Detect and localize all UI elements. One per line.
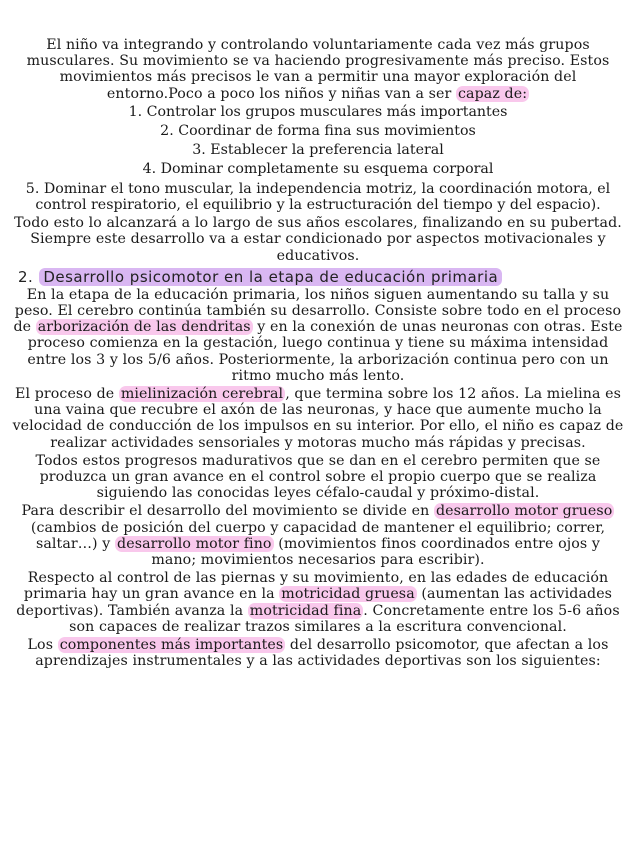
highlight-motricidad-gruesa: motricidad gruesa (281, 586, 415, 603)
section-title: Desarrollo psicomotor en la etapa de educación primaria (39, 268, 502, 286)
paragraph-text: , que termina sobre los 12 años. La mielina es una vaina que recubre el axón de las neuronas, y hace que aumente mucho la velocidad de conducción de los impulsos en su interior. Por ello, el niño es capaz de realizar actividades sensoriales y motoras mucho más rápidas y precisas. (12, 386, 624, 451)
paragraph-text: (movimientos finos coordinados entre ojos y mano; movimientos necesarios para escribir). (151, 535, 601, 569)
highlight-capaz-de: capaz de: (457, 85, 528, 102)
paragraph-text: Respecto al control de las piernas y su movimiento, en las edades de educación primaria hay un gran avance en la (23, 570, 609, 603)
paragraph-maturation: Todos estos progresos madurativos que se dan en el cerebro permiten que se produzca un gran avance en el control sobre el propio cuerpo que se realiza siguiendo las conocidas leyes céfalo-caudal y próximo-distal. (35, 452, 601, 502)
paragraph-brain-development (12, 287, 624, 384)
paragraph-text: El proceso de (14, 386, 119, 403)
highlight-motor-grueso: desarrollo motor grueso (435, 503, 613, 520)
list-item: 2. Coordinar de forma fina sus movimientos (160, 122, 476, 139)
intro-paragraph (12, 37, 624, 102)
paragraph-text: Para describir el desarrollo del movimiento se divide en (21, 503, 434, 520)
paragraph-text: . Concretamente entre los 5-6 años son capaces de realizar trazos similares a la escritura convencional. (69, 602, 620, 635)
abilities-list (12, 103, 624, 213)
paragraph-text: En la etapa de la educación primaria, los niños siguen aumentando su talla y su peso. El cerebro continúa también su desarrollo. Consiste sobre todo en el proceso de (13, 286, 622, 336)
paragraph-text: (aumentan las actividades deportivas). También avanza la (16, 586, 613, 619)
paragraph-myelination (12, 386, 624, 451)
list-item: 3. Establecer la preferencia lateral (192, 141, 444, 158)
list-item: 4. Dominar completamente su esquema corporal (142, 160, 494, 177)
paragraph-text: (cambios de posición del cuerpo y capacidad de mantener el equilibrio; correr, saltar…) y (30, 519, 606, 552)
highlight-motor-fino: desarrollo motor fino (117, 535, 272, 552)
paragraph-text: y en la conexión de unas neuronas con otras. Este proceso comienza en la gestación, luego continua y tiene su máxima intensidad entre los 3 y los 5/6 años. Posteriormente, la arborización continua pero con un ritmo mucho más lento. (27, 319, 623, 384)
closing-paragraph: Todo esto lo alcanzará a lo largo de sus años escolares, finalizando en su pubertad. Siempre este desarrollo va a estar condicionado por aspectos motivacionales y educativos. (14, 215, 622, 264)
section-number: 2. (18, 267, 34, 286)
highlight-arborizacion: arborización de las dendritas (37, 319, 251, 336)
paragraph-text: del desarrollo psicomotor, que afectan a los aprendizajes instrumentales y a las actividades deportivas son los siguientes: (35, 637, 609, 670)
paragraph-motor-development (12, 503, 624, 568)
paragraph-text: Los (27, 637, 58, 654)
highlight-mielinizacion: mielinización cerebral (120, 386, 284, 403)
highlight-motricidad-fina: motricidad fina (249, 602, 362, 619)
list-item: 1. Controlar los grupos musculares más importantes (128, 103, 508, 120)
list-item: 5. Dominar el tono muscular, la independencia motriz, la coordinación motora, el control respiratorio, el equilibrio y la estructuración del tiempo y del espacio). (25, 180, 611, 214)
paragraph-components (12, 637, 624, 669)
paragraph-motricity (12, 570, 624, 635)
section-heading (12, 268, 624, 286)
highlight-componentes: componentes más importantes (59, 637, 284, 654)
intro-text: El niño va integrando y controlando voluntariamente cada vez más grupos musculares. Su movimiento se va haciendo progresivamente más preciso. Estos movimientos más precisos le van a permitir una mayor exploración del entorno.Poco a poco los niños y niñas van a ser (26, 37, 610, 102)
